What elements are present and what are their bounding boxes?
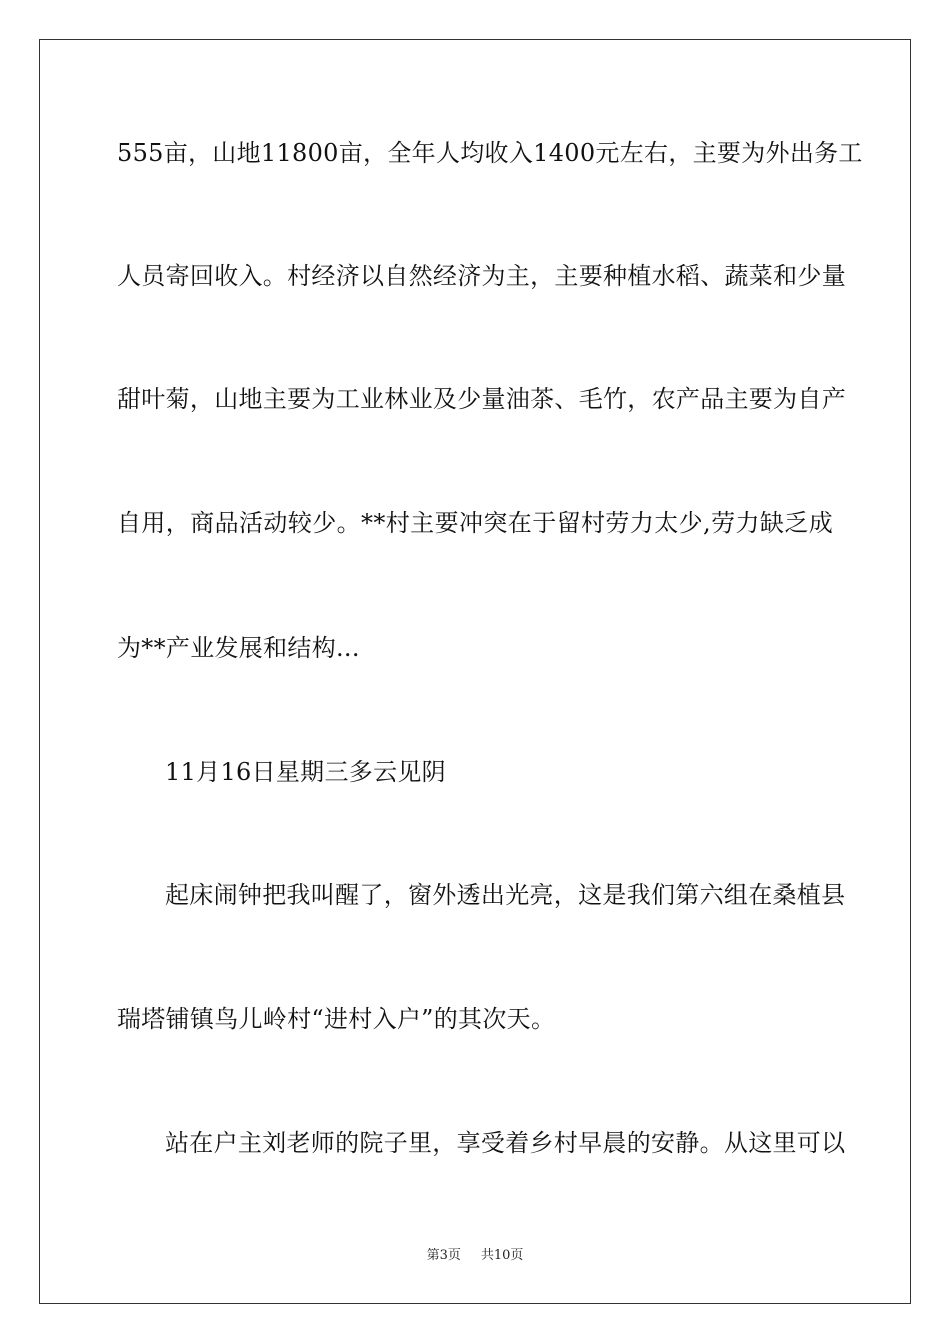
page-number: 第3页 <box>426 1248 461 1263</box>
page-border <box>39 39 911 1304</box>
body-line-5: 为**产业发展和结构... <box>117 634 360 662</box>
body-line-7: 起床闹钟把我叫醒了，窗外透出光亮，这是我们第六组在桑植县 <box>165 881 846 909</box>
body-line-4: 自用，商品活动较少。**村主要冲突在于留村劳力太少,劳力缺乏成 <box>117 509 833 537</box>
body-line-3: 甜叶菊，山地主要为工业林业及少量油茶、毛竹，农产品主要为自产 <box>117 385 846 413</box>
page-total: 共10页 <box>480 1248 524 1263</box>
page-footer <box>0 1247 950 1265</box>
body-line-1: 555亩，山地11800亩，全年人均收入1400元左右，主要为外出务工 <box>117 139 863 167</box>
body-line-2: 人员寄回收入。村经济以自然经济为主，主要种植水稻、蔬菜和少量 <box>117 262 846 290</box>
body-line-8: 瑞塔铺镇鸟儿岭村“进村入户”的其次天。 <box>117 1005 556 1033</box>
body-line-9: 站在户主刘老师的院子里，享受着乡村早晨的安静。从这里可以 <box>165 1129 846 1157</box>
date-heading: 11月16日星期三多云见阴 <box>165 758 446 786</box>
